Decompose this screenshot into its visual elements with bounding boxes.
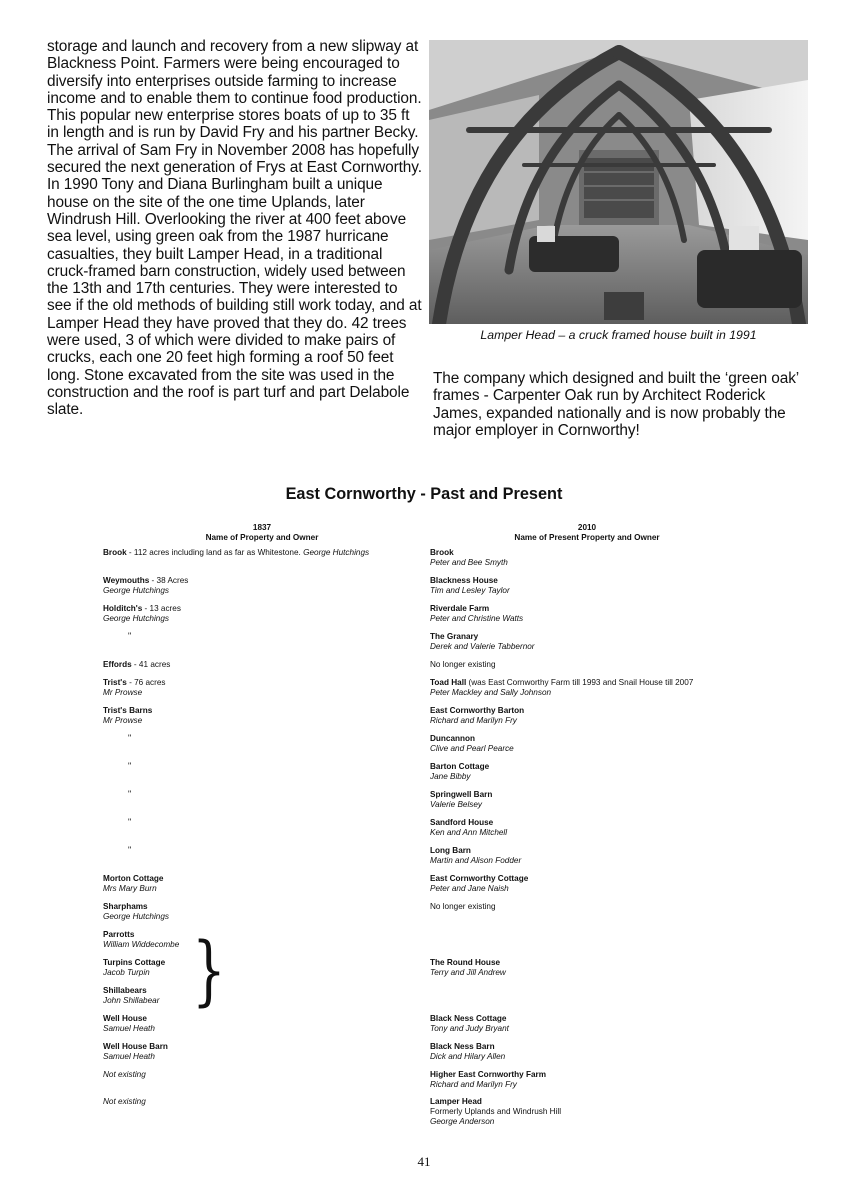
past-entry: Well House Barn Samuel Heath xyxy=(103,1042,168,1061)
past-entry: Sharphams George Hutchings xyxy=(103,902,169,921)
past-year: 1837 xyxy=(252,523,272,532)
paragraph-boat-storage: storage and launch and recovery from a new slipway at Blackness Point. Farmers were being encouraged to diversify into enterprises outside farming to increase income and to enable them to continue food production. This popular new enterprise stores boats of up to 35 ft in length and is run by David Fry and his partner Becky. The arrival of Sam Fry in November 2008 has hopefully secured the next generation of Frys at East Cornworthy. xyxy=(47,38,422,177)
present-heading-label: Name of Present Property and Owner xyxy=(514,532,660,542)
present-entry: The Granary Derek and Valerie Tabbernor xyxy=(430,632,535,651)
present-column-heading xyxy=(487,523,687,542)
present-entry: Higher East Cornworthy Farm Richard and Marilyn Fry xyxy=(430,1070,547,1089)
ditto-mark: " xyxy=(128,817,132,827)
present-entry: Sandford House Ken and Ann Mitchell xyxy=(430,818,508,837)
present-entry: Brook Peter and Bee Smyth xyxy=(430,548,508,567)
present-entry: Long Barn Martin and Alison Fodder xyxy=(430,846,522,865)
past-entry: Brook - 112 acres including land as far as Whitestone. George Hutchings xyxy=(103,548,370,557)
article-text-left xyxy=(47,38,422,419)
past-entry: Effords - 41 acres xyxy=(103,660,171,669)
present-entry: Duncannon Clive and Pearl Pearce xyxy=(430,734,514,753)
page-number: 41 xyxy=(417,1154,431,1169)
present-entry: Black Ness Barn Dick and Hilary Allen xyxy=(430,1042,506,1061)
present-entry: Barton Cottage Jane Bibby xyxy=(430,762,490,781)
present-entry: The Round House Terry and Jill Andrew xyxy=(430,958,506,977)
present-entry: Black Ness Cottage Tony and Judy Bryant xyxy=(430,1014,509,1033)
past-entry: Not existing xyxy=(103,1070,146,1079)
paragraph-lamper-head: In 1990 Tony and Diana Burlingham built a unique house on the site of the one time Uplands, later Windrush Hill. Overlooking the river at 400 feet above sea level, using green oak from the 1987 hurricane casualties, they built Lamper Head, in a traditional cruck-framed barn construction, widely used between the 13th and 17th centuries. They were interested to see if the old methods of building still work today, and at Lamper Head they have proved that they do. 42 trees were used, 3 of which were divided to make pairs of crucks, each one 20 feet high forming a roof 50 feet long. Stone excavated from the site was used in the construction and the roof is part turf and part Delabole slate. xyxy=(47,176,422,419)
ditto-mark: " xyxy=(128,789,132,799)
present-entry: No longer existing xyxy=(430,902,496,911)
ditto-mark: " xyxy=(128,845,132,855)
past-entry: Weymouths - 38 Acres George Hutchings xyxy=(103,576,189,595)
past-entry: Parrotts William Widdecombe xyxy=(103,930,180,949)
present-entry: East Cornworthy Barton Richard and Marilyn Fry xyxy=(430,706,525,725)
present-entry: East Cornworthy Cottage Peter and Jane Naish xyxy=(430,874,529,893)
lamper-head-photo xyxy=(429,40,808,324)
present-entry: Blackness House Tim and Lesley Taylor xyxy=(430,576,510,595)
present-entry: Springwell Barn Valerie Belsey xyxy=(430,790,493,809)
present-entry: Riverdale Farm Peter and Christine Watts xyxy=(430,604,524,623)
ditto-mark: " xyxy=(128,733,132,743)
present-entry: No longer existing xyxy=(430,660,496,669)
table-title: East Cornworthy - Past and Present xyxy=(285,485,563,503)
present-entry: Toad Hall (was East Cornworthy Farm till 1993 and Snail House till 2007 Peter Mackley and Sally Johnson xyxy=(430,678,694,697)
past-column-heading xyxy=(162,523,362,542)
brace-grouping: } xyxy=(192,925,226,1014)
present-year: 2010 xyxy=(577,523,597,532)
past-entry: Not existing xyxy=(103,1097,146,1106)
past-heading-label: Name of Property and Owner xyxy=(205,532,319,542)
present-entry: Lamper Head Formerly Uplands and Windrush Hill George Anderson xyxy=(430,1097,562,1126)
past-entry: Turpins Cottage Jacob Turpin xyxy=(103,958,166,977)
ditto-mark: " xyxy=(128,631,132,641)
past-entry: Trist's Barns Mr Prowse xyxy=(103,706,153,725)
past-entry: Trist's - 76 acres Mr Prowse xyxy=(103,678,166,697)
article-text-right: The company which designed and built the ‘green oak’ frames - Carpenter Oak run by Architect Roderick James, expanded nationally and is now probably the major employer in Cornworthy! xyxy=(433,370,799,439)
past-entry: Morton Cottage Mrs Mary Burn xyxy=(103,874,164,893)
past-entry: Shillabears John Shillabear xyxy=(103,986,160,1005)
photo-caption: Lamper Head – a cruck framed house built in 1991 xyxy=(480,328,757,342)
past-entry: Well House Samuel Heath xyxy=(103,1014,155,1033)
past-entry: Holditch's - 13 acres George Hutchings xyxy=(103,604,181,623)
ditto-mark: " xyxy=(128,761,132,771)
